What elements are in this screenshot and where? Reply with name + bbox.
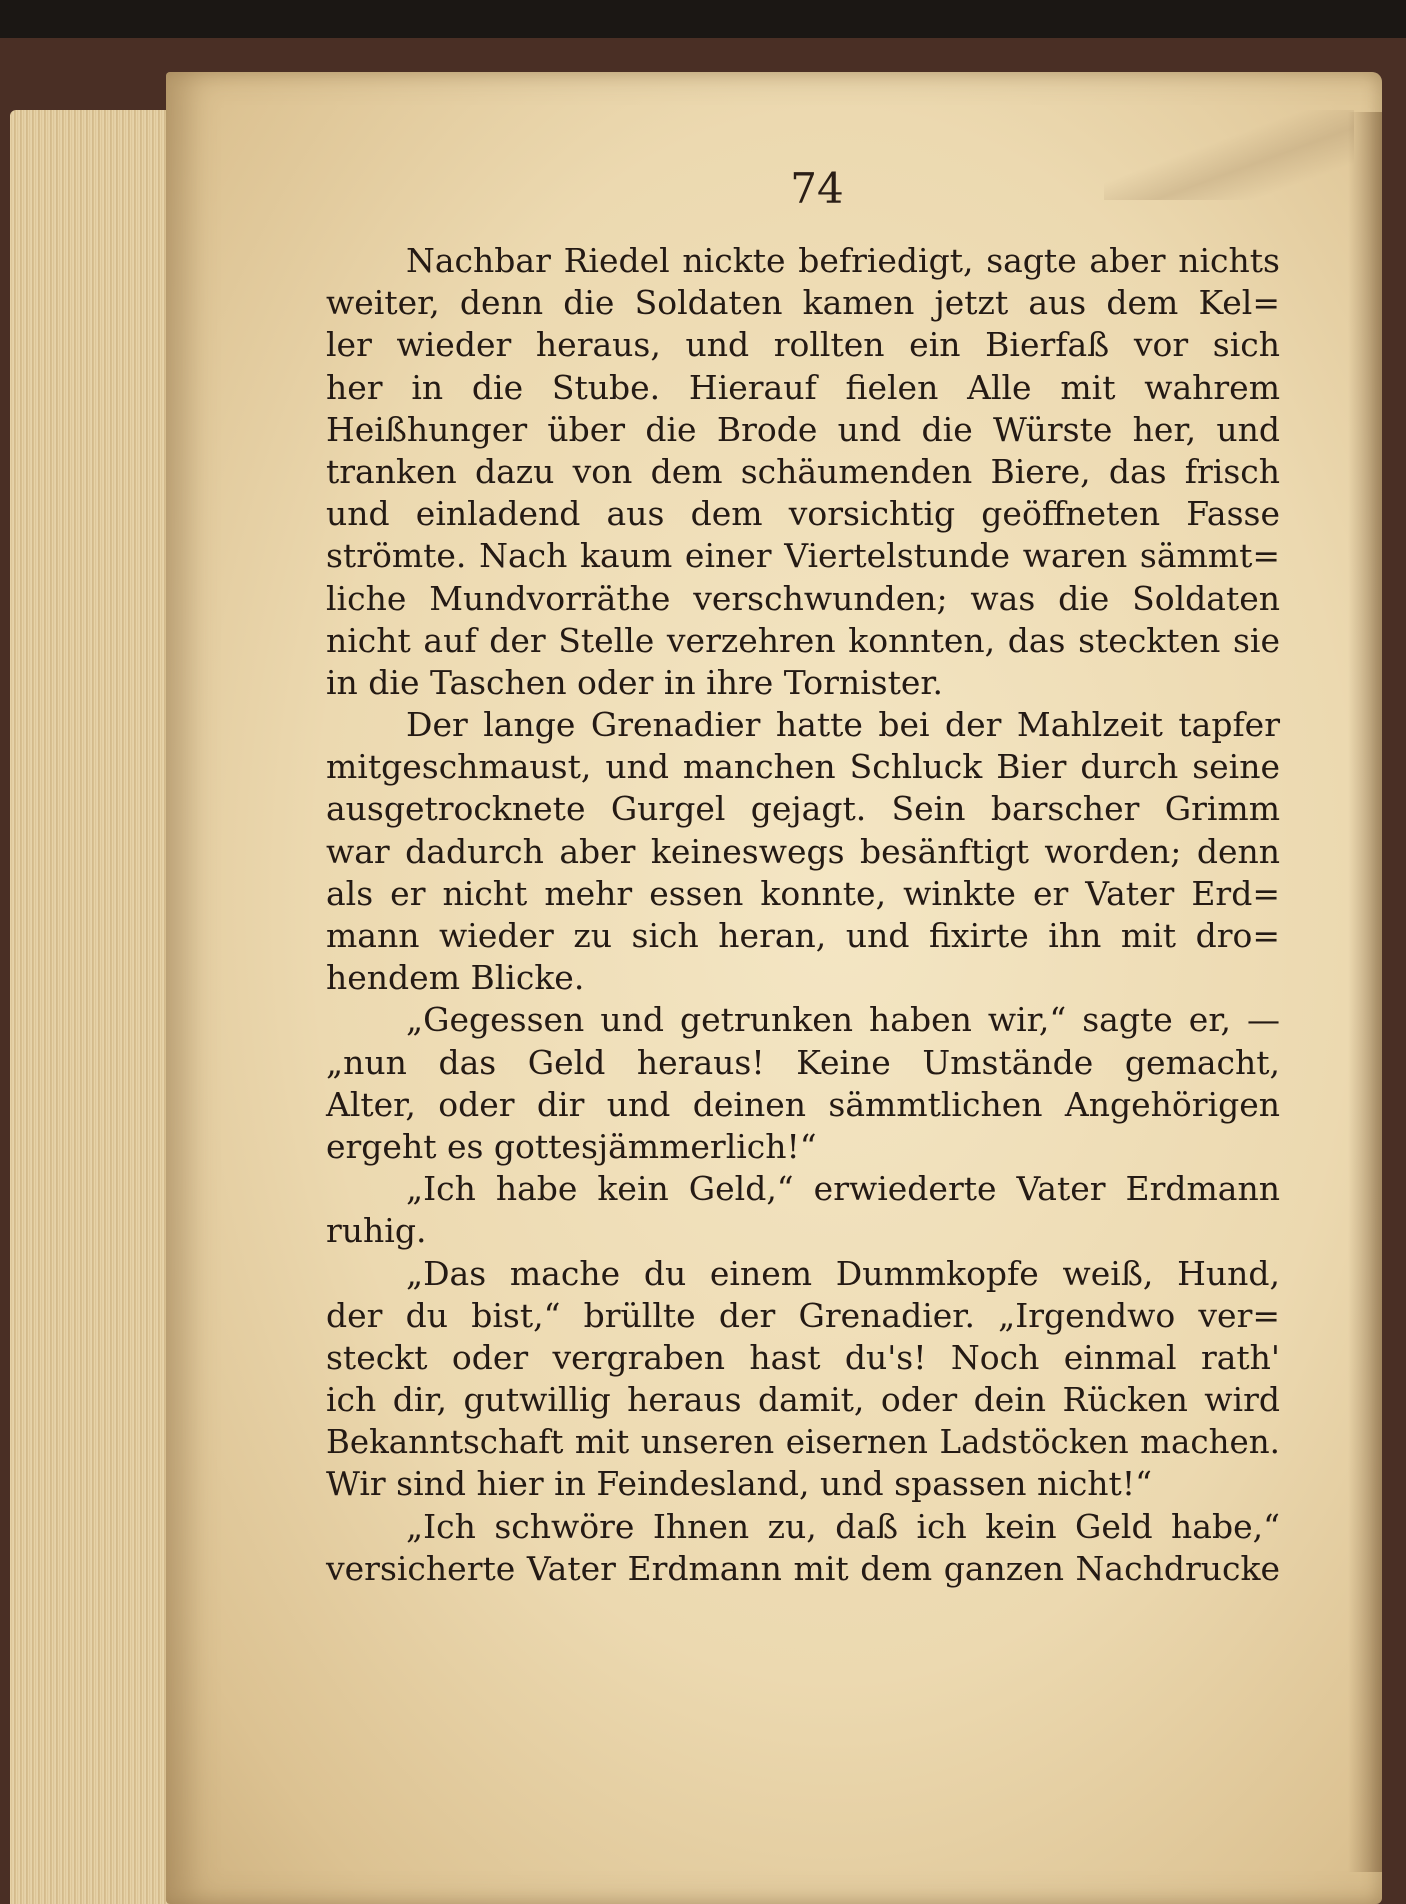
- text-line: Alter, oder dir und deinen sämmtlichen Angehörigen: [326, 1084, 1280, 1124]
- text-line: versicherte Vater Erdmann mit dem ganzen Nachdrucke: [326, 1548, 1280, 1588]
- text-line: als er nicht mehr essen konnte, winkte er Vater Erd=: [326, 873, 1280, 913]
- text-line: ruhig.: [326, 1211, 427, 1251]
- text-line: tranken dazu von dem schäumenden Biere, das frisch: [326, 451, 1280, 491]
- page-number: 74: [790, 164, 844, 213]
- text-line: steckt oder vergraben hast du's! Noch einmal rath': [326, 1337, 1280, 1377]
- text-line: Bekanntschaft mit unseren eisernen Ladstöcken machen.: [326, 1423, 1280, 1462]
- body-text: [326, 240, 1280, 1590]
- page-edges: [10, 110, 180, 1904]
- text-line: „nun das Geld heraus! Keine Umstände gemacht,: [326, 1042, 1280, 1082]
- text-line: „Ich habe kein Geld,“ erwiederte Vater Erdmann: [406, 1169, 1280, 1209]
- text-line: und einladend aus dem vorsichtig geöffneten Fasse: [326, 494, 1280, 534]
- dog-ear-fold: [1104, 110, 1354, 200]
- text-line: weiter, denn die Soldaten kamen jetzt aus dem Kel=: [326, 283, 1280, 323]
- text-line: „Das mache du einem Dummkopfe weiß, Hund,: [406, 1253, 1280, 1293]
- text-line: mitgeschmaust, und manchen Schluck Bier durch seine: [326, 747, 1280, 787]
- text-line: Wir sind hier in Feindesland, und spassen nicht!“: [326, 1464, 1152, 1504]
- binding-gutter: [1348, 112, 1382, 1872]
- text-line: in die Taschen oder in ihre Tornister.: [326, 662, 944, 702]
- text-line: ergeht es gottesjämmerlich!“: [326, 1126, 817, 1166]
- text-line: her in die Stube. Hierauf fielen Alle mit wahrem: [326, 367, 1280, 407]
- text-line: Heißhunger über die Brode und die Würste her, und: [326, 409, 1280, 449]
- text-line: Nachbar Riedel nickte befriedigt, sagte aber nichts: [406, 241, 1280, 280]
- text-line: ausgetrocknete Gurgel gejagt. Sein barscher Grimm: [326, 789, 1280, 829]
- text-line: der du bist,“ brüllte der Grenadier. „Irgendwo ver=: [326, 1295, 1280, 1335]
- text-line: ler wieder heraus, und rollten ein Bierfaß vor sich: [326, 325, 1280, 365]
- text-line: mann wieder zu sich heran, und fixirte ihn mit dro=: [326, 916, 1280, 955]
- text-line: strömte. Nach kaum einer Viertelstunde waren sämmt=: [326, 536, 1280, 576]
- text-line: hendem Blicke.: [326, 958, 585, 998]
- text-line: ich dir, gutwillig heraus damit, oder dein Rücken wird: [326, 1380, 1280, 1420]
- text-line: liche Mundvorräthe verschwunden; was die Soldaten: [326, 578, 1280, 618]
- text-line: Der lange Grenadier hatte bei der Mahlzeit tapfer: [406, 705, 1280, 745]
- text-line: „Ich schwöre Ihnen zu, daß ich kein Geld habe,“: [406, 1506, 1280, 1546]
- text-line: war dadurch aber keineswegs besänftigt worden; denn: [326, 831, 1280, 871]
- text-line: nicht auf der Stelle verzehren konnten, das steckten sie: [326, 620, 1280, 660]
- text-line: „Gegessen und getrunken haben wir,“ sagte er, —: [406, 1000, 1280, 1040]
